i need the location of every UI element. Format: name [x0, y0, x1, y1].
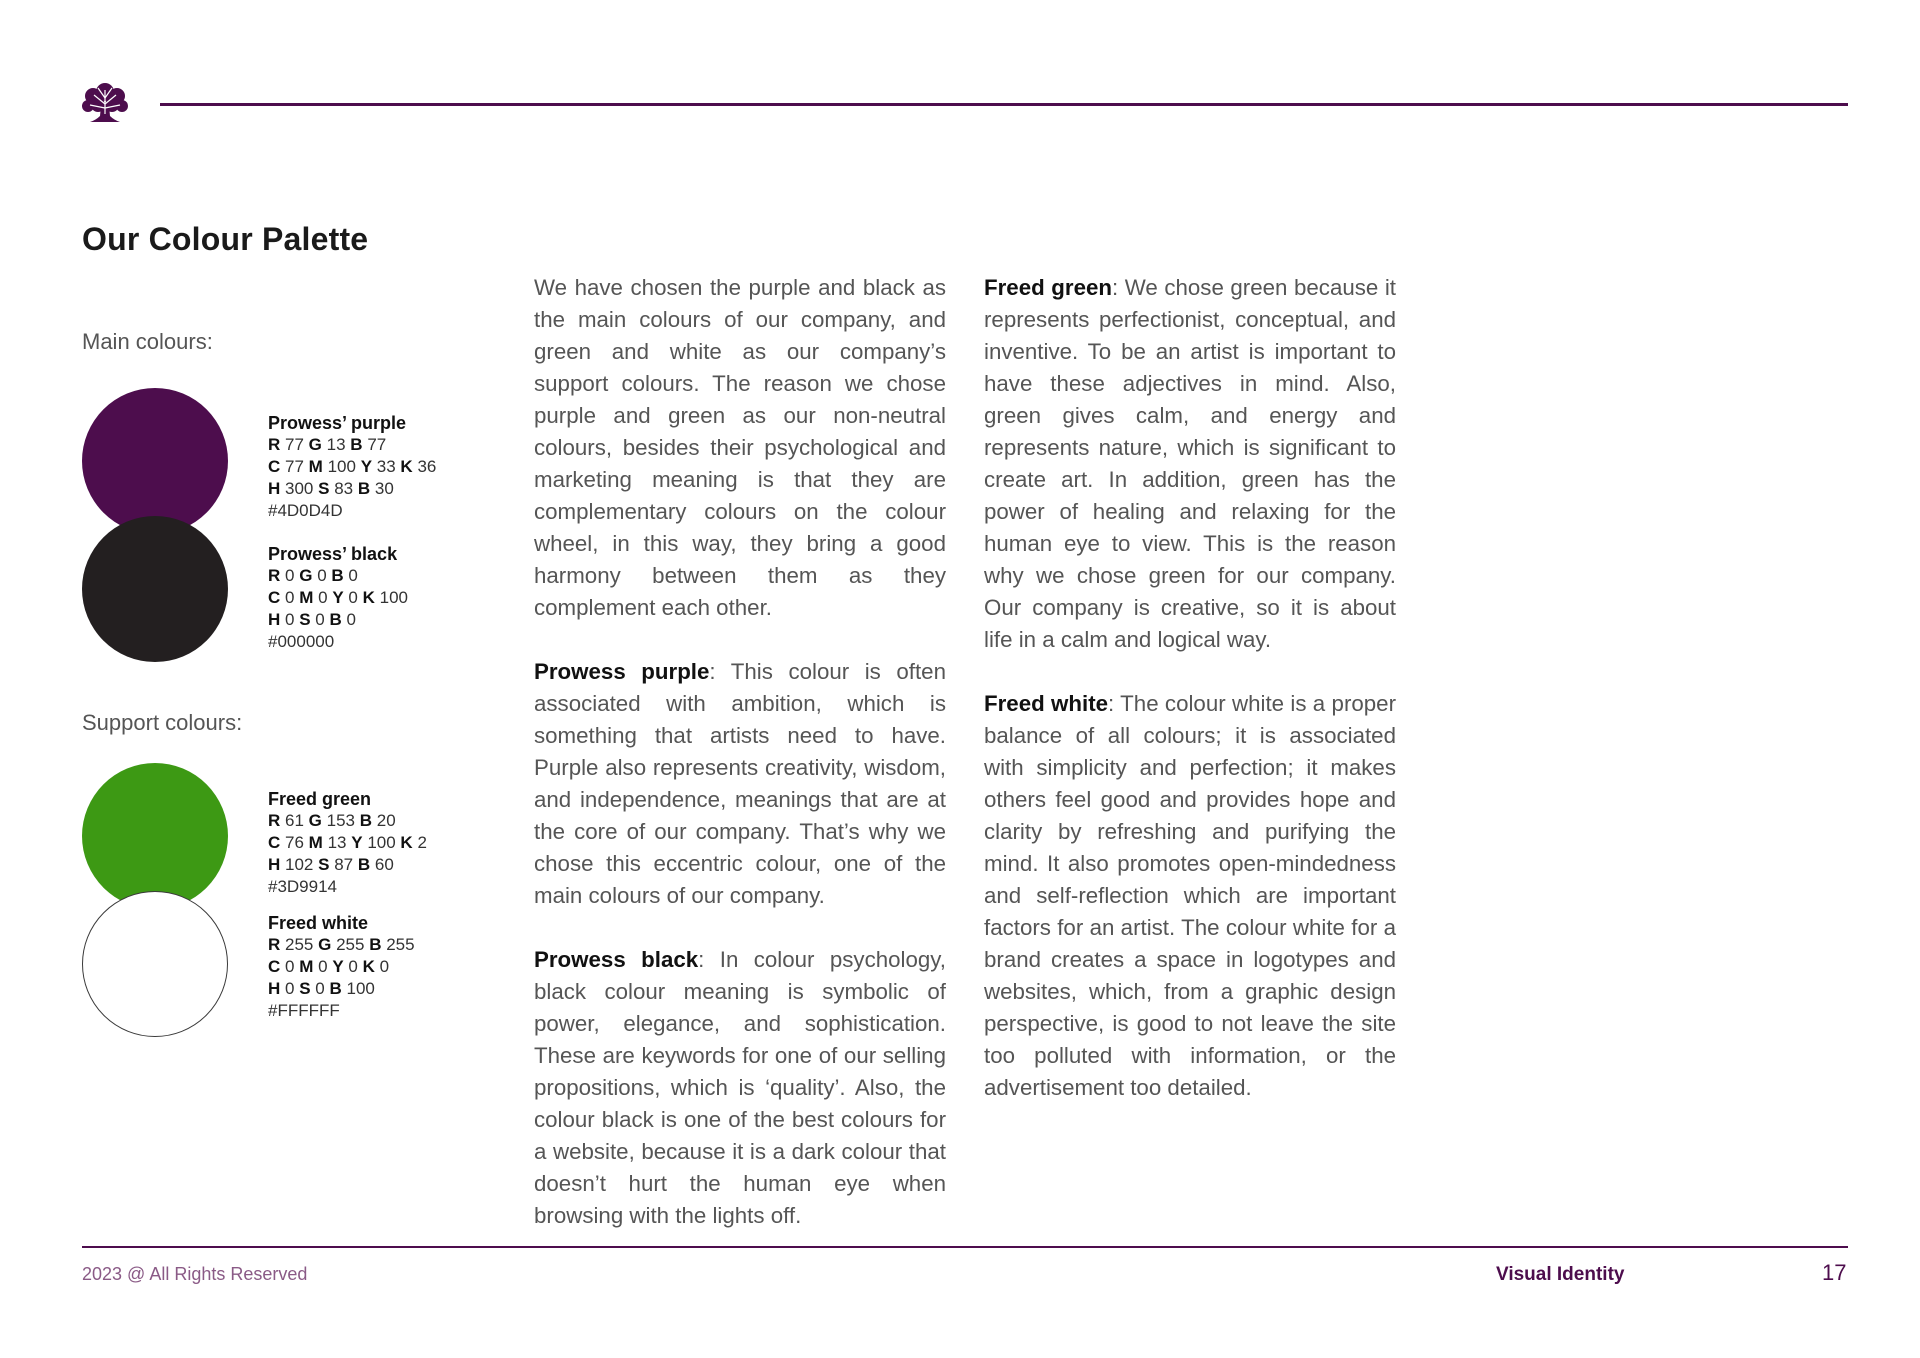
- purple-swatch: [82, 388, 228, 534]
- support-colours-label: Support colours:: [82, 710, 243, 735]
- white-colour-info: [268, 912, 415, 1022]
- green-cmyk: C 76 M 13 Y 100 K 2: [268, 833, 427, 852]
- footer-copyright: 2023 @ All Rights Reserved: [82, 1264, 308, 1284]
- green-hsb: H 102 S 87 B 60: [268, 855, 394, 874]
- main-colours-label: Main colours:: [82, 329, 213, 354]
- black-term: Prowess black: [534, 947, 699, 972]
- green-swatch: [82, 763, 228, 909]
- white-hex: #FFFFFF: [268, 1001, 340, 1020]
- header-divider: [160, 103, 1848, 106]
- black-cmyk: C 0 M 0 Y 0 K 100: [268, 588, 408, 607]
- page-number: 17: [1822, 1260, 1847, 1285]
- footer-section-title: Visual Identity: [1496, 1264, 1625, 1285]
- text-column-2: [984, 272, 1396, 1136]
- footer-divider: [82, 1246, 1848, 1248]
- green-hex: #3D9914: [268, 877, 338, 896]
- purple-hsb: H 300 S 83 B 30: [268, 479, 394, 498]
- purple-colour-name: Prowess’ purple: [268, 413, 407, 433]
- white-term: Freed white: [984, 691, 1109, 716]
- page-title: Our Colour Palette: [82, 221, 369, 257]
- green-paragraph: Freed green: We chose green because it represents perfectionist, conceptual, and inventive. To be an artist is important to have these adjectives in mind. Also, green gives calm, and energy and represents nature, which is significant to create art. In addition, green has the power of healing and relaxing for the human eye to view. This is the reason why we chose green for our company. Our company is creative, so it is about life in a calm and logical way.: [984, 275, 1396, 652]
- black-swatch: [82, 516, 228, 662]
- white-hsb: H 0 S 0 B 100: [268, 979, 375, 998]
- purple-colour-info: [268, 412, 436, 522]
- green-term: Freed green: [984, 275, 1112, 300]
- purple-term: Prowess purple: [534, 659, 710, 684]
- white-paragraph: Freed white: The colour white is a proper balance of all colours; it is associated with simplicity and perfection; it makes others feel good and provides hope and clarity by refreshing and purifying the mind. It also promotes open-mindedness and self-reflection which are important factors for an artist. The colour white for a brand creates a space in logotypes and websites, which, from a graphic design perspective, is good to not leave the site too polluted with information, or the advertisement too detailed.: [984, 691, 1396, 1100]
- purple-cmyk: C 77 M 100 Y 33 K 36: [268, 457, 437, 476]
- white-rgb: R 255 G 255 B 255: [268, 935, 415, 954]
- tree-logo-icon: [80, 78, 130, 128]
- text-column-1: [534, 272, 946, 1264]
- black-rgb: R 0 G 0 B 0: [268, 566, 358, 585]
- white-cmyk: C 0 M 0 Y 0 K 0: [268, 957, 390, 976]
- purple-hex: #4D0D4D: [268, 501, 343, 520]
- black-hex: #000000: [268, 632, 335, 651]
- black-colour-info: [268, 543, 408, 653]
- white-colour-name: Freed white: [268, 913, 369, 933]
- green-rgb: R 61 G 153 B 20: [268, 811, 396, 830]
- green-colour-info: [268, 788, 427, 898]
- black-hsb: H 0 S 0 B 0: [268, 610, 356, 629]
- purple-paragraph: Prowess purple: This colour is often associated with ambition, which is something that artists need to have. Purple also represents creativity, wisdom, and independence, meanings that are at the core of our company. That’s why we chose this eccentric colour, one of the main colours of our company.: [534, 659, 946, 908]
- black-paragraph: Prowess black: In colour psychology, black colour meaning is symbolic of power, elegance, and sophistication. These are keywords for one of our selling propositions, which is ‘quality’. Also, the colour black is one of the best colours for a website, because it is a dark colour that doesn’t hurt the human eye when browsing with the lights off.: [534, 947, 946, 1228]
- purple-rgb: R 77 G 13 B 77: [268, 435, 387, 454]
- white-swatch: [82, 891, 228, 1037]
- green-colour-name: Freed green: [268, 789, 372, 809]
- intro-paragraph: We have chosen the purple and black as the main colours of our company, and green and white as our company’s support colours. The reason we chose purple and green as our non-neutral colours, besides their psychological and marketing meaning is that they are complementary colours on the colour wheel, in this way, they bring a good harmony between them as they complement each other.: [534, 275, 946, 620]
- black-colour-name: Prowess’ black: [268, 544, 398, 564]
